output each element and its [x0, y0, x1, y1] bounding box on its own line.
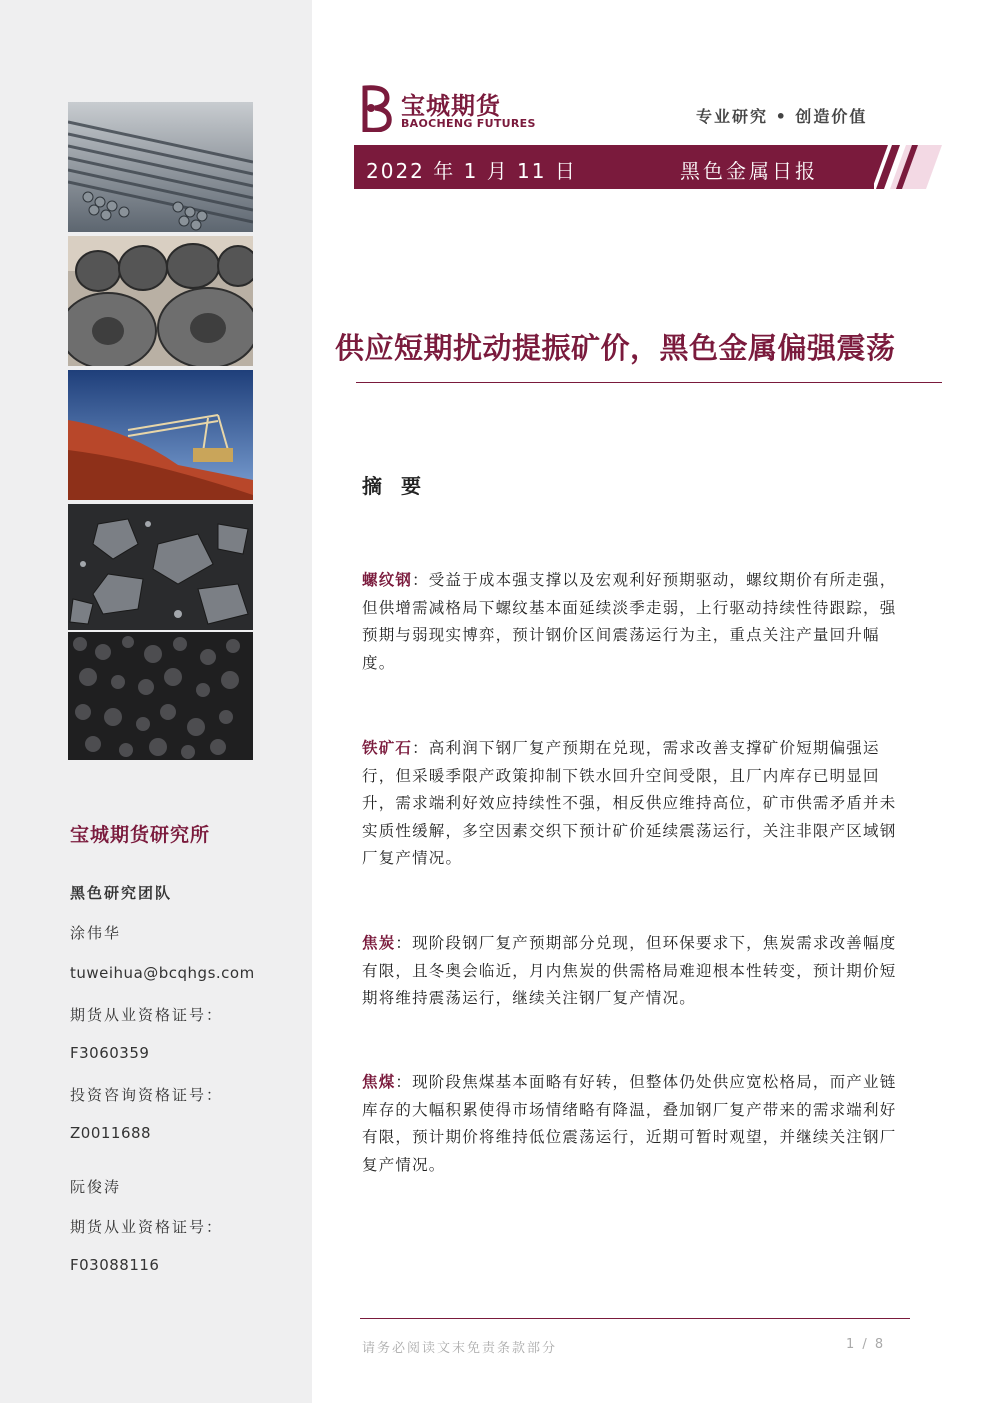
team-name: 黑色研究团队 [70, 884, 173, 902]
title-divider [356, 382, 942, 383]
section-label: 铁矿石 [362, 739, 413, 757]
disclaimer-note: 请务必阅读文末免责条款部分 [362, 1341, 558, 1356]
logo-english-name: BAOCHENG FUTURES [401, 117, 536, 130]
slogan: 专业研究 • 创造价值 [696, 107, 868, 126]
futures-cert-label: 期货从业资格证号： [70, 1006, 224, 1024]
section-text: ：高利润下钢厂复产预期在兑现，需求改善支撑矿价短期偏强运行，但采暖季限产政策抑制下铁水回升空间受限，且厂内库存已明显回升，需求端利好效应持续性不强，相反供应维持高位，矿市供需矛盾并未实质性缓解，多空因素交织下预计矿价延续震荡运行，关注非限产区域钢厂复产情况。 [362, 739, 897, 867]
analyst-name-2: 阮俊涛 [70, 1178, 122, 1196]
logo-chinese-name: 宝城期货 [401, 91, 501, 120]
report-title: 供应短期扰动提振矿价，黑色金属偏强震荡 [335, 331, 896, 365]
steel-coil-photo [68, 236, 253, 366]
page-number: 1 / 8 [846, 1337, 886, 1352]
investment-cert-label: 投资咨询资格证号： [70, 1086, 224, 1104]
section-iron-ore [362, 735, 912, 873]
section-text: ：受益于成本强支撑以及宏观利好预期驱动，螺纹期价有所走强，但供增需减格局下螺纹基本面延续淡季走弱，上行驱动持续性待跟踪，强预期与弱现实博弈，预计钢价区间震荡运行为主，重点关注产量回升幅度。 [362, 571, 897, 672]
futures-cert-label-2: 期货从业资格证号： [70, 1218, 224, 1236]
section-label: 焦炭 [362, 934, 396, 952]
institute-name: 宝城期货研究所 [70, 824, 211, 846]
footer-divider [360, 1318, 910, 1319]
logo-mark-icon [357, 84, 397, 132]
iron-ore-stacker-photo [68, 370, 253, 500]
futures-cert-number-2: F03088116 [70, 1256, 160, 1274]
investment-cert-number: Z0011688 [70, 1124, 152, 1142]
futures-cert-number: F3060359 [70, 1044, 150, 1062]
section-text: ：现阶段钢厂复产预期部分兑现，但环保要求下，焦炭需求改善幅度有限，且冬奥会临近，月内焦炭的供需格局难迎根本性转变，预计期价短期将维持震荡运行，继续关注钢厂复产情况。 [362, 934, 897, 1007]
section-label: 螺纹钢 [362, 571, 413, 589]
coking-coal-photo [68, 632, 253, 760]
section-rebar [362, 567, 912, 677]
company-logo [357, 84, 537, 134]
report-date: 2022 年 1 月 11 日 [366, 159, 577, 183]
abstract-heading: 摘 要 [362, 474, 427, 498]
section-coke [362, 930, 912, 1013]
analyst-name: 涂伟华 [70, 924, 122, 942]
section-coking-coal [362, 1069, 912, 1179]
coke-photo [68, 504, 253, 630]
analyst-email: tuweihua@bcqhgs.com [70, 964, 255, 982]
banner-stripes-icon [858, 145, 942, 189]
section-label: 焦煤 [362, 1073, 396, 1091]
section-text: ：现阶段焦煤基本面略有好转，但整体仍处供应宽松格局，而产业链库存的大幅积累使得市场情绪略有降温，叠加钢厂复产带来的需求端利好有限，预计期价将维持低位震荡运行，近期可暂时观望，并继续关注钢厂复产情况。 [362, 1073, 897, 1174]
rebar-photo [68, 102, 253, 232]
report-type: 黑色金属日报 [680, 159, 818, 183]
